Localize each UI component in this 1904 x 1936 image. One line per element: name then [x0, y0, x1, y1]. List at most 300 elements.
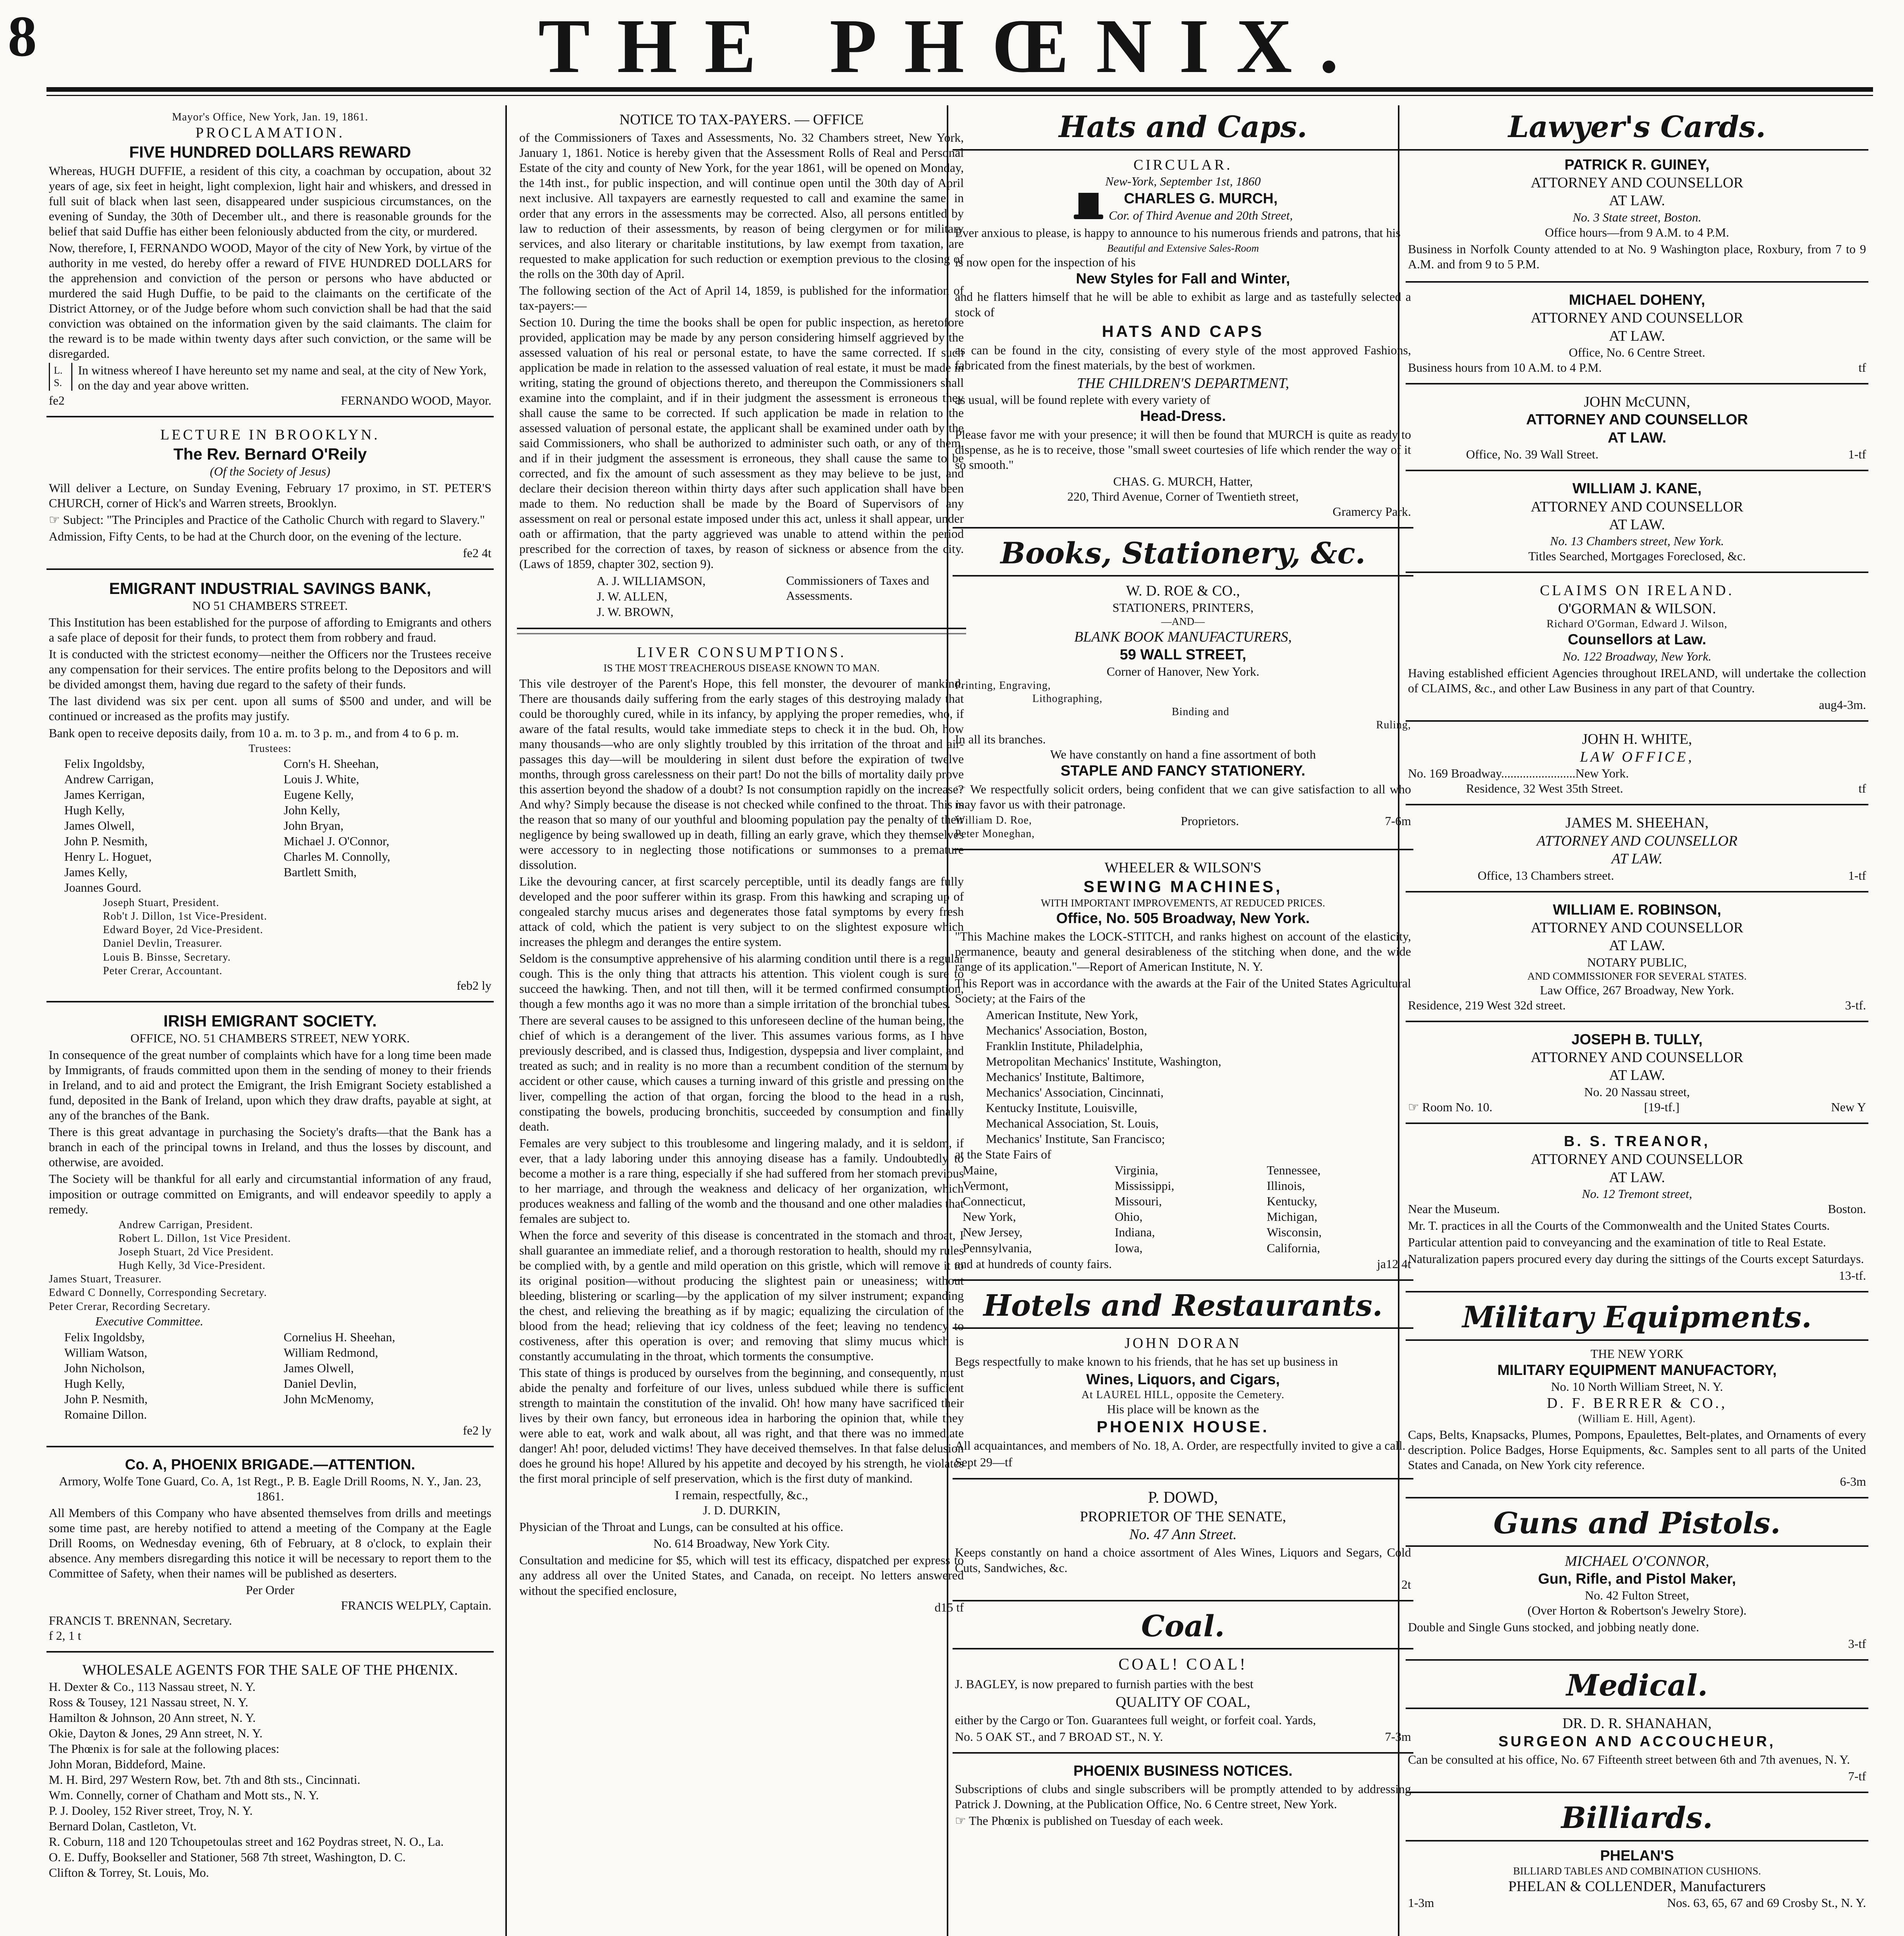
liver-name: J. D. DURKIN, — [703, 1503, 780, 1517]
lawyer-card — [1406, 1025, 1868, 1124]
fair: American Institute, New York, — [986, 1008, 1138, 1022]
section-header-hats: Hats and Caps. — [953, 105, 1413, 151]
state: Indiana, — [1114, 1225, 1155, 1239]
column-4 — [1406, 105, 1868, 1936]
billiards-ad — [1406, 1842, 1868, 1919]
county-fairs: and at hundreds of county fairs. — [955, 1256, 1112, 1271]
lawyer-body: Business in Norfolk County attended to at No. 9 Washington place, Roxbury, from 7 to 9 A.M. and from 9 to 5 P.M. — [1408, 242, 1866, 271]
liver-body: This vile destroyer of the Parent's Hope, this fell monster, the devourer of mankind. There are thousands daily suffering from the early stages of this destroying malady that could be thoroughly cured, while in its infancy, by applying the proper remedies, who, if aware of the fatal results, would take immediate steps to check it in the bud. Oh, how many thousands—who are only slightly troubled by this irritation of the throat and air-passages this day—will be mouldering in silent dust before the expiration of twelve months, through gross carelessness on their part! Do not the bills of mortality daily prove this assertion beyond the shadow of a doubt? Is not consumption rapidly on the increase? And why? Simply because the disease is not checked while confined to the throat. This is the reason that so many of our youthful and blooming population pay the penalty of their negligence by being swallowed up in death, filling an early grave, which they themselves were accessory to in neglecting those notifications or summonses to a premature dissolution. — [519, 676, 964, 872]
lawyer-hours: Business hours from 10 A.M. to 4 P.M. — [1408, 360, 1602, 375]
state: Iowa, — [1114, 1241, 1143, 1255]
ad-code: 7-tf — [1848, 1769, 1866, 1783]
trustee: James Kelly, — [64, 865, 128, 879]
hatter-signature: CHAS. G. MURCH, Hatter, — [1113, 474, 1253, 488]
officers-list — [49, 896, 491, 978]
hats-open: is now open for the inspection of his — [955, 255, 1136, 269]
seal-row — [49, 363, 491, 393]
officer: Edward C Donnelly, Corresponding Secretary. — [49, 1287, 267, 1299]
lawyer-address: No. 3 State street, Boston. — [1573, 210, 1701, 224]
agent: M. H. Bird, 297 Western Row, bet. 7th and 8th sts., Cincinnati. — [49, 1773, 361, 1787]
coal-yards: No. 5 OAK ST., and 7 BROAD ST., N. Y. — [955, 1729, 1163, 1744]
trustee: Andrew Carrigan, — [64, 772, 154, 786]
military-ny: THE NEW YORK — [1590, 1346, 1684, 1361]
reward-heading: FIVE HUNDRED DOLLARS REWARD — [129, 142, 411, 161]
military-address: No. 10 North William Street, N. Y. — [1551, 1380, 1723, 1394]
liver-body: Like the devouring cancer, at first scarcely perceptible, until its deadly fangs are fully developed and the poor sufferer within its grasp. From this hawking and scraping up of congealed starchy mucus arises and degenerates those fatal symptoms by every fresh attack of cold, which the patient is very subject to on the slightest exposure which increases the phlegm and deranges the entire system. — [519, 874, 964, 949]
agent: John Moran, Biddeford, Maine. — [49, 1757, 206, 1771]
witness-text: In witness whereof I have hereunto set my name and seal, at the city of New York, on the day and year above written. — [78, 363, 487, 393]
billiards-sub: BILLIARD TABLES AND COMBINATION CUSHIONS. — [1513, 1865, 1761, 1877]
irish-body: The Society will be thankful for all early and circumstantial information of any fraud, imposition or outrage committed on Emigrants, and will endeavor speedily to apply a remedy. — [49, 1172, 491, 1216]
committee-member: John P. Nesmith, — [64, 1392, 148, 1406]
ad-code: f 2, 1 t — [49, 1628, 81, 1643]
lawyer-law: AT LAW. — [1609, 1067, 1665, 1084]
officer: James Stuart, Treasurer. — [49, 1273, 162, 1286]
lawyer-card — [1406, 286, 1868, 384]
brigade-body: All Members of this Company who have absented themselves from drills and meetings some time past, are hereby notified to attend a meeting of the Company at the Eagle Drill Rooms, on Wednesday evening, 6th of February, at 8 o'clock, to explain their absence. Any members disregarding this notice it will be necessary to report them to the Committee of Safety, when their names will be published as deserters. — [49, 1506, 491, 1581]
trustee: John P. Nesmith, — [64, 834, 148, 848]
stationers-ad — [953, 577, 1413, 850]
stationer-body: We have constantly on hand a fine assortment of both — [1050, 747, 1316, 762]
officer: Peter Crerar, Accountant. — [103, 965, 223, 977]
section-header-medical: Medical. — [1406, 1664, 1868, 1709]
committee-member: William Watson, — [64, 1345, 148, 1359]
lawyer-address: Office, No. 39 Wall Street. — [1466, 447, 1598, 462]
coal-title: COAL! COAL! — [1118, 1656, 1248, 1674]
savings-address: NO 51 CHAMBERS STREET. — [192, 599, 348, 613]
irish-body: In consequence of the great number of complaints which have for a long time been made by Immigrants, of frauds committed upon them in the sending of money to their friends in Ireland, and to aid and protect the Emigrant, the Irish Emigrant Society established a fund, deposited in the Bank of Ireland, upon which they draw drafts, payable at sight, at any of the branches of the Bank. — [49, 1048, 491, 1122]
hats-date: New-York, September 1st, 1860 — [1105, 174, 1261, 189]
irish-office: OFFICE, NO. 51 CHAMBERS STREET, NEW YORK. — [130, 1031, 410, 1045]
notices-body: ☞ The Phœnix is published on Tuesday of each week. — [955, 1814, 1223, 1828]
committee-list — [49, 1329, 491, 1423]
state: Illinois, — [1267, 1179, 1305, 1193]
proprietors-label: Proprietors. — [1181, 814, 1239, 828]
officer: Andrew Carrigan, President. — [118, 1219, 253, 1231]
section-header-books: Books, Stationery, &c. — [953, 532, 1413, 577]
officer: Louis B. Binsse, Secretary. — [103, 951, 231, 963]
doran-ad — [953, 1329, 1413, 1479]
ad-code: 1-tf — [1848, 447, 1866, 462]
savings-bank-ad — [46, 573, 494, 1002]
committee-member: Daniel Devlin, — [283, 1376, 357, 1390]
officer: Joseph Stuart, President. — [103, 896, 220, 909]
branches-line: In all its branches. — [955, 732, 1046, 747]
brigade-captain: FRANCIS WELPLY, Captain. — [341, 1598, 491, 1612]
claims-ad — [1406, 576, 1868, 721]
committee-member: James Olwell, — [283, 1361, 354, 1375]
hats-body: Please favor me with your presence; it will then be found that MURCH is quite as ready to dispense, as he is to receive, those "small sweet courtesies of life which render the way of it so smooth." — [955, 427, 1411, 472]
trustee: James Kerrigan, — [64, 787, 145, 802]
notary: NOTARY PUBLIC, — [1587, 955, 1687, 969]
agents-title: WHOLESALE AGENTS FOR THE SALE OF THE PHŒNIX. — [82, 1661, 458, 1678]
sewing-title: WHEELER & WILSON'S — [1104, 859, 1262, 876]
gunsmith-name: MICHAEL O'CONNOR, — [1565, 1553, 1709, 1569]
hats-title: CIRCULAR. — [1133, 156, 1233, 173]
ad-code: fe2 4t — [463, 546, 491, 560]
lawyer-hours: Office hours—from 9 A.M. to 4 P.M. — [1545, 225, 1729, 239]
section-header-lawyers: Lawyer's Cards. — [1406, 105, 1868, 151]
proprietor: Peter Moneghan, — [955, 827, 1035, 840]
trustee: Hugh Kelly, — [64, 803, 125, 817]
hatter-name: CHARLES G. MURCH, — [1124, 191, 1278, 207]
trustee: Henry L. Hoguet, — [64, 849, 152, 863]
lawyer-title: ATTORNEY AND COUNSELLOR — [1531, 310, 1743, 326]
gunsmith-address: No. 42 Fulton Street, — [1585, 1588, 1689, 1603]
liver-sub: IS THE MOST TREACHEROUS DISEASE KNOWN TO MAN. — [603, 662, 880, 674]
lawyer-name: MICHAEL DOHENY, — [1569, 292, 1705, 308]
ad-code: [19-tf.] — [1644, 1100, 1680, 1114]
ad-code: 2t — [1401, 1577, 1411, 1591]
lawyer-address: No. 20 Nassau street, — [1584, 1085, 1690, 1099]
stationer-corner: Corner of Hanover, New York. — [1106, 664, 1260, 678]
proprietor: William D. Roe, — [955, 814, 1032, 826]
billiards-name: PHELAN'S — [1600, 1847, 1674, 1864]
ad-code: 3-tf. — [1845, 998, 1866, 1012]
trustee: James Olwell, — [64, 818, 135, 832]
masthead: THE PHŒNIX. — [538, 3, 1366, 89]
medical-ad — [1406, 1709, 1868, 1793]
section-header-military: Military Equipments. — [1406, 1296, 1868, 1341]
commissioner: J. W. ALLEN, — [597, 589, 668, 604]
committee-member: John Nicholson, — [64, 1361, 145, 1375]
lawyer-address: Office, 13 Chambers street. — [1478, 868, 1614, 882]
lawyer-near: Near the Museum. — [1408, 1201, 1500, 1216]
places-label: The Phœnix is for sale at the following places: — [49, 1742, 280, 1756]
lawyer-name: JOSEPH B. TULLY, — [1571, 1031, 1703, 1048]
hats-styles: New Styles for Fall and Winter, — [1076, 271, 1290, 287]
trustee: Eugene Kelly, — [283, 787, 354, 802]
committee-member: Hugh Kelly, — [64, 1376, 125, 1390]
stationer-name: W. D. ROE & CO., — [1126, 583, 1240, 599]
savings-body: The last dividend was six per cent. upon all sums of $500 and under, and will be continued or increased as the profits may justify. — [49, 694, 491, 723]
state: Michigan, — [1267, 1210, 1317, 1224]
coal-body: J. BAGLEY, is now prepared to furnish parties with the best — [955, 1677, 1253, 1691]
staple-heading: STAPLE AND FANCY STATIONERY. — [1061, 763, 1305, 779]
doran-wines: Wines, Liquors, and Cigars, — [1086, 1371, 1280, 1388]
committee-member: Romaine Dillon. — [64, 1407, 147, 1421]
doran-name: JOHN DORAN — [1125, 1335, 1241, 1352]
committee-member: Felix Ingoldsby, — [64, 1330, 145, 1344]
committee-member: John McMenomy, — [283, 1392, 374, 1406]
page-number: 8 — [8, 4, 37, 69]
lecture-title: LECTURE IN BROOKLYN. — [160, 427, 380, 443]
masthead-rule — [46, 87, 1873, 96]
stationer-body: ☞ We respectfully solicit orders, being confident that we can give satisfaction to all who may favor us with their patronage. — [955, 782, 1411, 811]
lecture-ad — [46, 420, 494, 570]
seal-mark: L. S. — [49, 363, 72, 390]
coal-body: either by the Cargo or Ton. Guarantees full weight, or forfeit coal. Yards, — [955, 1713, 1316, 1727]
lecture-speaker: The Rev. Bernard O'Reily — [173, 445, 367, 463]
dowd-name: P. DOWD, — [1148, 1488, 1218, 1507]
officer: Daniel Devlin, Treasurer. — [103, 937, 223, 950]
lawyer-law: AT LAW. — [1609, 328, 1665, 344]
column-3 — [953, 105, 1413, 1936]
dowd-address: No. 47 Ann Street. — [1129, 1526, 1237, 1543]
notices-body: Subscriptions of clubs and single subscribers will be promptly attended to by addressing Patrick J. Downing, at the Publication Office, No. 6 Centre street, New York. — [955, 1782, 1411, 1811]
fair: Kentucky Institute, Louisville, — [986, 1101, 1138, 1115]
state: Connecticut, — [963, 1194, 1026, 1208]
agent: Wm. Connelly, corner of Chatham and Mott sts., N. Y. — [49, 1788, 319, 1802]
liver-body: Females are very subject to this troublesome and lingering malady, and it is seldom, if ever, that a lady laboring under this annoying disease has a family. Undoubtedly to become a mother is a rare thing, especially if she had suffered from her stomach previous to her marriage, and through the weakness and delicacy of her organization, which produces weakness and falling of the womb and the thousand and one other maladies that females are subject to. — [519, 1136, 964, 1225]
agent: Bernard Dolan, Castleton, Vt. — [49, 1819, 197, 1833]
law-office: LAW OFFICE, — [1580, 749, 1694, 765]
section-header-hotels: Hotels and Restaurants. — [953, 1284, 1413, 1329]
ad-code: 1-tf — [1848, 868, 1866, 882]
officer: Hugh Kelly, 3d Vice-President. — [118, 1260, 266, 1272]
lawyer-title: ATTORNEY AND COUNSELLOR — [1531, 919, 1743, 936]
ad-code: 1-3m — [1408, 1896, 1434, 1910]
savings-body: Bank open to receive deposits daily, from 10 a. m. to 3 p. m., and from 4 to 6 p. m. — [49, 726, 459, 740]
state: Mississippi, — [1114, 1179, 1174, 1193]
lawyer-law: AT LAW. — [1611, 851, 1663, 867]
state: Pennsylvania, — [963, 1241, 1032, 1255]
gunsmith-body: Double and Single Guns stocked, and jobbing neatly done. — [1408, 1620, 1699, 1634]
ad-code: fe2 — [49, 393, 65, 408]
liver-body: This state of things is produced by ourselves from the beginning, and consequently, must abide the penalty and forfeiture of our lives, unless subdued while there is sufficient strength to maintain the constitution of the invalid. Oh! how many have sacrificed their lives by their own fancy, but erroneous idea in harboring the opinion that, while they were able to eat, work and walk about, all was right, and that there was no immediate danger! Ah! poor, deluded victims! They have deceived themselves. In that false delusion does he ground his hope! Allured by his appetite and decoyed by his strength, he violates the first moral principle of self preservation, which is the first duty of mankind. — [519, 1366, 964, 1486]
state: Maine, — [963, 1163, 997, 1177]
lawyer-card — [1406, 725, 1868, 806]
liver-closing: I remain, respectfully, &c., — [675, 1488, 808, 1502]
ad-code: 7-3m — [1385, 1729, 1411, 1744]
brigade-secretary: FRANCIS T. BRENNAN, Secretary. — [49, 1613, 232, 1627]
agent: Hamilton & Johnson, 20 Ann street, N. Y. — [49, 1711, 256, 1725]
commissioner: A. J. WILLIAMSON, — [597, 574, 706, 588]
trustees-label: Trustees: — [249, 742, 292, 755]
state: New York, — [963, 1210, 1016, 1224]
doran-at: At LAUREL HILL, opposite the Cemetery. — [1081, 1389, 1285, 1401]
hats-body: as can be found in the city, consisting of every style of the most approved Fashions, fabricated from the finest materials, by the best of workmen. — [955, 343, 1411, 372]
dowd-body: Keeps constantly on hand a choice assortment of Ales Wines, Liquors and Segars, Cold Cuts, Sandwiches, &c. — [955, 1545, 1411, 1575]
ad-code: 7-6m — [1385, 814, 1411, 828]
savings-title: EMIGRANT INDUSTRIAL SAVINGS BANK, — [109, 579, 431, 598]
irish-body: There is this great advantage in purchasing the Society's drafts—that the Bank has a branch in each of the principal towns in Ireland, and thus the losses by discount, and otherwise, are avoided. — [49, 1125, 491, 1169]
lawyer-address: Law Office, 267 Broadway, New York. — [1540, 983, 1734, 997]
commissioner: AND COMMISSIONER FOR SEVERAL STATES. — [1527, 970, 1747, 982]
military-body: Caps, Belts, Knapsacks, Plumes, Pompons, Epaulettes, Belt-plates, and Ornaments of every description. Police Badges, Horse Equipments, &c. Samples sent to all parts of the United States and Canada, on New York city reference. — [1408, 1427, 1866, 1472]
tax-body: Section 10. During the time the books shall be open for public inspection, as heretofore provided, application may be made by any person considering himself aggrieved by the assessed valuation of his real or personal estate, to have the same corrected. If such application be made in relation to the assessed valuation of real estate, it must be made in writing, stating the ground of objections thereto, and thereupon the Commissioners shall examine into the complaint, and if in their judgment the assessment is erroneous they shall cause the same to be corrected. If such application be made in relation to the assessed valuation of personal estate, the applicant shall be examined under oath by the said Commissioners, who shall be authorized to administer such oath, or any of them, and if in their judgment the assessment is erroneous, they shall cause the same to be corrected, and fix the amount of such assessment as they may believe to be just, and declare their decision thereon within thirty days after such application shall have been made to them. No reduction shall be made by the Board of Supervisors of any assessment on real or personal estate imposed under this act, unless it shall appear, under oath or affirmation, that the party aggrieved was unable to attend within the period prescribed for the correction of taxes, by reason of sickness or absence from the city. (Laws of 1859, chapter 302, section 9). — [519, 315, 964, 571]
hats-ad — [953, 151, 1413, 529]
binding-line: Binding and — [1172, 705, 1229, 718]
dowd-ad — [953, 1483, 1413, 1601]
tax-body: The following section of the Act of April 14, 1859, is published for the information of tax-payers:— — [519, 283, 964, 312]
military-title: MILITARY EQUIPMENT MANUFACTORY, — [1497, 1362, 1777, 1378]
lawyer-name: JOHN McCUNN, — [1584, 394, 1690, 410]
lawyer-card — [1406, 1127, 1868, 1292]
hatter-park: Gramercy Park. — [1332, 504, 1411, 518]
trustee: Michael J. O'Connor, — [283, 834, 390, 848]
brigade-title: Co. A, PHOENIX BRIGADE.—ATTENTION. — [125, 1456, 415, 1473]
notices-title: PHOENIX BUSINESS NOTICES. — [1073, 1763, 1293, 1779]
states-list — [955, 1162, 1411, 1256]
agent: Ross & Tousey, 121 Nassau street, N. Y. — [49, 1695, 249, 1709]
military-agent: (William E. Hill, Agent). — [1578, 1413, 1696, 1425]
agent: H. Dexter & Co., 113 Nassau street, N. Y. — [49, 1679, 256, 1694]
column-1 — [46, 105, 494, 1936]
lawyer-address: No. 13 Chambers street, New York. — [1550, 534, 1724, 548]
liver-body: Seldom is the consumptive apprehensive of his alarming condition until there is a regular cough. This is the only thing that attracts his attention. This violent cough is sure to succeed the hawking. Then, and not till then, will it be termed confirmed consumption, though a few months ago it was no more than a simple irritation of the bronchial tubes. — [519, 951, 964, 1011]
coal-ad — [953, 1649, 1413, 1754]
hats-body: and he flatters himself that he will be able to exhibit as large and as tastefully selected a stock of — [955, 290, 1411, 319]
officer: Rob't J. Dillon, 1st Vice-President. — [103, 910, 267, 923]
hat-icon — [1073, 189, 1104, 224]
sewing-office: Office, No. 505 Broadway, New York. — [1056, 910, 1310, 927]
lawyer-residence: Residence, 32 West 35th Street. — [1466, 781, 1623, 796]
lawyer-law: AT LAW. — [1609, 516, 1665, 533]
trustee: Charles M. Connolly, — [283, 849, 390, 863]
agent: P. J. Dooley, 152 River street, Troy, N. Y. — [49, 1804, 253, 1818]
printing-line: Printing, Engraving, — [955, 679, 1051, 692]
brigade-sub: Armory, Wolfe Tone Guard, Co. A, 1st Regt., P. B. Eagle Drill Rooms, N. Y., Jan. 23, 1861. — [59, 1474, 481, 1503]
lawyer-title: ATTORNEY AND COUNSELLOR — [1531, 1049, 1743, 1066]
lawyer-city: Boston. — [1828, 1201, 1866, 1216]
ad-code: d15 tf — [934, 1600, 964, 1614]
officer: Robert L. Dillon, 1st Vice President. — [118, 1232, 291, 1244]
commissioner: J. W. BROWN, — [597, 605, 674, 619]
litho-line: Lithographing, — [1032, 692, 1103, 705]
hats-room: Beautiful and Extensive Sales-Room — [1107, 242, 1259, 254]
lawyer-card — [1406, 474, 1868, 573]
blank-book: BLANK BOOK MANUFACTURERS, — [1074, 628, 1292, 645]
stationer-sub: STATIONERS, PRINTERS, — [1112, 600, 1254, 614]
doran-body: All acquaintances, and members of No. 18, A. Order, are respectfully invited to give a call. — [955, 1438, 1406, 1453]
doctor-title: SURGEON AND ACCOUCHEUR, — [1498, 1733, 1776, 1750]
trustee: Joannes Gourd. — [64, 880, 142, 894]
states-label: at the State Fairs of — [955, 1147, 1051, 1162]
fair: Mechanics' Association, Boston, — [986, 1023, 1147, 1038]
tax-notice-ad — [517, 105, 966, 629]
fair: Mechanical Association, St. Louis, — [986, 1116, 1159, 1131]
ad-code: aug4-3m. — [1819, 697, 1866, 712]
section-header-coal: Coal. — [953, 1605, 1413, 1650]
ad-code: Sept 29—tf — [955, 1455, 1013, 1469]
doran-known: His place will be known as the — [1107, 1402, 1259, 1416]
ad-code: ja12 4t — [1377, 1256, 1411, 1271]
claims-firm: O'GORMAN & WILSON. — [1558, 600, 1716, 617]
lawyer-name: PATRICK R. GUINEY, — [1564, 156, 1710, 173]
lawyer-law: AT LAW. — [1607, 429, 1667, 446]
stationer-and: —AND— — [1161, 615, 1205, 627]
lawyer-title: ATTORNEY AND COUNSELLOR — [1526, 412, 1748, 428]
hats-body: as usual, will be found replete with every variety of — [955, 393, 1210, 407]
lawyer-law: AT LAW. — [1609, 192, 1665, 209]
hats-body: Ever anxious to please, is happy to announce to his numerous friends and patrons, that his — [955, 226, 1401, 240]
lawyer-room: ☞ Room No. 10. — [1408, 1100, 1493, 1114]
lawyer-name: JAMES M. SHEEHAN, — [1565, 815, 1709, 831]
lawyer-name: WILLIAM J. KANE, — [1572, 481, 1702, 497]
lawyer-card — [1406, 151, 1868, 283]
ruling-line: Ruling, — [1376, 719, 1411, 731]
claims-body: Having established efficient Agencies throughout IRELAND, will undertake the collection of CLAIMS, &c., and other Law Business in any part of that Country. — [1408, 666, 1866, 695]
agent: Clifton & Torrey, St. Louis, Mo. — [49, 1866, 209, 1880]
state: Tennessee, — [1267, 1163, 1321, 1177]
lawyer-card — [1406, 388, 1868, 471]
sewing-body: "This Machine makes the LOCK-STITCH, and ranks highest on account of the elasticity, permanence, beauty and general desirableness of the stitching when done, and the wide range of its application."—Report of American Institute, N. Y. — [955, 929, 1411, 973]
liver-body: There are several causes to be assigned to this unforeseen decline of the human being, the chief of which is a derangement of the liver. This assumes various forms, as I have previously described, and is classed thus, Indigestion, dyspepsia and liver complaint, and treated as such; and in reality is no more than a recumbent condition of the sternum by accident or other cause, which causes a turning inward of this gristle and pressing on the liver, compelling the action of that organ, forcing the blood to the head in a rush, constipating the bowels, producing bronchitis, succeeded by consumption and finally death. — [519, 1013, 964, 1133]
committee-member: William Redmond, — [283, 1345, 378, 1359]
lawyer-card — [1406, 808, 1868, 892]
officer: Edward Boyer, 2d Vice-President. — [103, 924, 263, 936]
trustee: John Bryan, — [283, 818, 344, 832]
fair: Metropolitan Mechanics' Institute, Washington, — [986, 1054, 1221, 1069]
lawyer-name: JOHN H. WHITE, — [1582, 731, 1692, 747]
lawyer-name: WILLIAM E. ROBINSON, — [1553, 901, 1721, 918]
lawyer-title: ATTORNEY AND COUNSELLOR — [1537, 832, 1737, 849]
liver-body: Consultation and medicine for $5, which will test its efficacy, dispatched per express to any address all over the United States, and Canada, on receipt. No letters answered without the specified enclosure, — [519, 1553, 964, 1598]
phoenix-house: PHOENIX HOUSE. — [1097, 1418, 1269, 1436]
brigade-ad — [46, 1450, 494, 1653]
brigade-order: Per Order — [246, 1583, 295, 1597]
state: Ohio, — [1114, 1210, 1143, 1224]
agent: Okie, Dayton & Jones, 29 Ann street, N. Y. — [49, 1726, 263, 1740]
trustee: Louis J. White, — [283, 772, 359, 786]
sewing-machines: SEWING MACHINES, — [1083, 877, 1282, 896]
proclamation-body: Whereas, HUGH DUFFIE, a resident of this city, a coachman by occupation, about 32 years of age, six feet in height, light complexion, light hair and whiskers, and dressed in full suit of black when last seen, disappeared under suspicious circumstances, on the evening of Sunday, the 30th of December ult., and there is reasonable grounds for the belief that said Duffie has either been feloniously abducted from the city, or murdered. — [49, 163, 491, 238]
hats-and-caps: HATS AND CAPS — [1102, 322, 1264, 340]
lawyer-body: Particular attention paid to conveyancing and the examination of title to Real Estate. — [1408, 1235, 1826, 1249]
lawyer-title: ATTORNEY AND COUNSELLOR — [1531, 175, 1743, 191]
proclamation-place: Mayor's Office, New York, Jan. 19, 1861. — [172, 111, 368, 123]
column-divider — [505, 105, 507, 1936]
doctor-body: Can be consulted at his office, No. 67 Fifteenth street between 6th and 7th avenues, N. Y. — [1408, 1752, 1850, 1766]
military-firm: D. F. BERRER & CO., — [1547, 1395, 1727, 1412]
state: New Jersey, — [963, 1225, 1023, 1239]
doctor-name: DR. D. R. SHANAHAN, — [1562, 1715, 1712, 1732]
lawyer-body: Naturalization papers procured every day during the sittings of the Courts except Saturdays. — [1408, 1252, 1864, 1266]
doran-body: Begs respectfully to make known to his friends, that he has set up business in — [955, 1354, 1338, 1368]
section-header-guns: Guns and Pistols. — [1406, 1502, 1868, 1547]
agents-ad — [46, 1656, 494, 1889]
trustee: John Kelly, — [283, 803, 340, 817]
state: Kentucky, — [1267, 1194, 1317, 1208]
signature: FERNANDO WOOD, Mayor. — [341, 393, 491, 408]
irish-society-ad — [46, 1006, 494, 1447]
lawyer-city: New Y — [1831, 1100, 1866, 1114]
tax-body: of the Commissioners of Taxes and Assessments, No. 32 Chambers street, New York, January 1, 1861. Notice is hereby given that the Assessment Rolls of Real and Personal Estate of the city and county of New York, for the year 1861, will be opened on Monday, the 14th inst., for public inspection, and will continue open until the 30th day of April next inclusive. All taxpayers are earnestly requested to call and examine the same, in order that any errors in the assessments may be corrected. Also, all persons entitled by law to reduction of their assessments, by reason of being clergymen or for military services, and also literary or charitable institutions, by law exempt from taxation, are requested to make application for such reduction or exemption previous to the closing of the rolls on the 30th day of April. — [519, 130, 964, 281]
lawyer-body: Titles Searched, Mortgages Foreclosed, &c. — [1528, 549, 1746, 563]
claims-title: CLAIMS ON IRELAND. — [1540, 582, 1734, 599]
sewing-body: This Report was in accordance with the awards at the Fair of the United States Agricultural Society; at the Fairs of the — [955, 976, 1411, 1005]
ad-code: 3-tf — [1848, 1637, 1866, 1651]
officer: Peter Crerar, Recording Secretary. — [49, 1300, 211, 1313]
fair: Franklin Institute, Philadelphia, — [986, 1039, 1143, 1053]
lecture-body: Will deliver a Lecture, on Sunday Evening, February 17 proximo, in ST. PETER'S CHURCH, corner of Hick's and Warren streets, Brooklyn. — [49, 481, 491, 510]
state: Wisconsin, — [1267, 1225, 1322, 1239]
claims-address: No. 122 Broadway, New York. — [1562, 649, 1712, 663]
claims-role: Counsellors at Law. — [1567, 632, 1707, 648]
wall-street: 59 WALL STREET, — [1119, 647, 1246, 663]
lawyer-address: No. 169 Broadway........................New York. — [1408, 766, 1629, 781]
gunsmith-title: Gun, Rifle, and Pistol Maker, — [1538, 1570, 1736, 1587]
ad-code: tf — [1858, 781, 1866, 796]
liver-body: When the force and severity of this disease is concentrated in the stomach and throat, I shall guarantee an immediate relief, and a thorough restoration to health, should my rules be complied with, by a gentle and mild operation on this gristle, which will remove it to its original position—without producing the slightest pain or uneasiness; without bleeding, blistering or scarling—by the application of my silver instrument; expanding the chest, and relieving the breathing as if by magic; equalizing the circulation of the blood from the head; relieving that icy coldness of the feet; leaving no tendency to costiveness, after this operation is over; and removing that slimy mucus which is constantly accumulating in the throat, which torments the consumptive. — [519, 1228, 964, 1363]
column-2 — [517, 105, 966, 1936]
ad-code: tf — [1858, 360, 1866, 375]
billiards-firm: PHELAN & COLLENDER, Manufacturers — [1508, 1878, 1766, 1895]
agent: O. E. Duffy, Bookseller and Stationer, 568 7th street, Washington, D. C. — [49, 1850, 406, 1864]
proclamation-ad — [46, 105, 494, 417]
savings-body: This Institution has been established for the purpose of affording to Emigrants and others a safe place of deposit for their funds, to protect them from robbery and fraud. — [49, 615, 491, 645]
proclamation-body: Now, therefore, I, FERNANDO WOOD, Mayor of the city of New York, by virtue of the authority in me vested, do hereby offer a reward of FIVE HUNDRED DOLLARS for the apprehension and conviction of the person or persons who have abducted or murdered the said Hugh Duffie, to be paid to the claimants on the certificate of the District Attorney, or of the Judge before whom such conviction shall be had that the said conviction was obtained on the information given by the said claimants. The claim for the reward is to be made within twenty days after such conviction, or the same will be disregarded. — [49, 240, 491, 361]
committee-label: Executive Committee. — [95, 1314, 203, 1328]
state: California, — [1267, 1241, 1320, 1255]
lecture-society: (Of the Society of Jesus) — [210, 464, 330, 478]
trustee: Bartlett Smith, — [283, 865, 357, 879]
liver-title: LIVER CONSUMPTIONS. — [637, 644, 846, 661]
fair: Mechanics' Association, Cincinnati, — [986, 1085, 1164, 1100]
commissioner-role: Commissioners of Taxes and Assessments. — [786, 573, 929, 603]
tax-title: NOTICE TO TAX-PAYERS. — OFFICE — [619, 112, 864, 128]
